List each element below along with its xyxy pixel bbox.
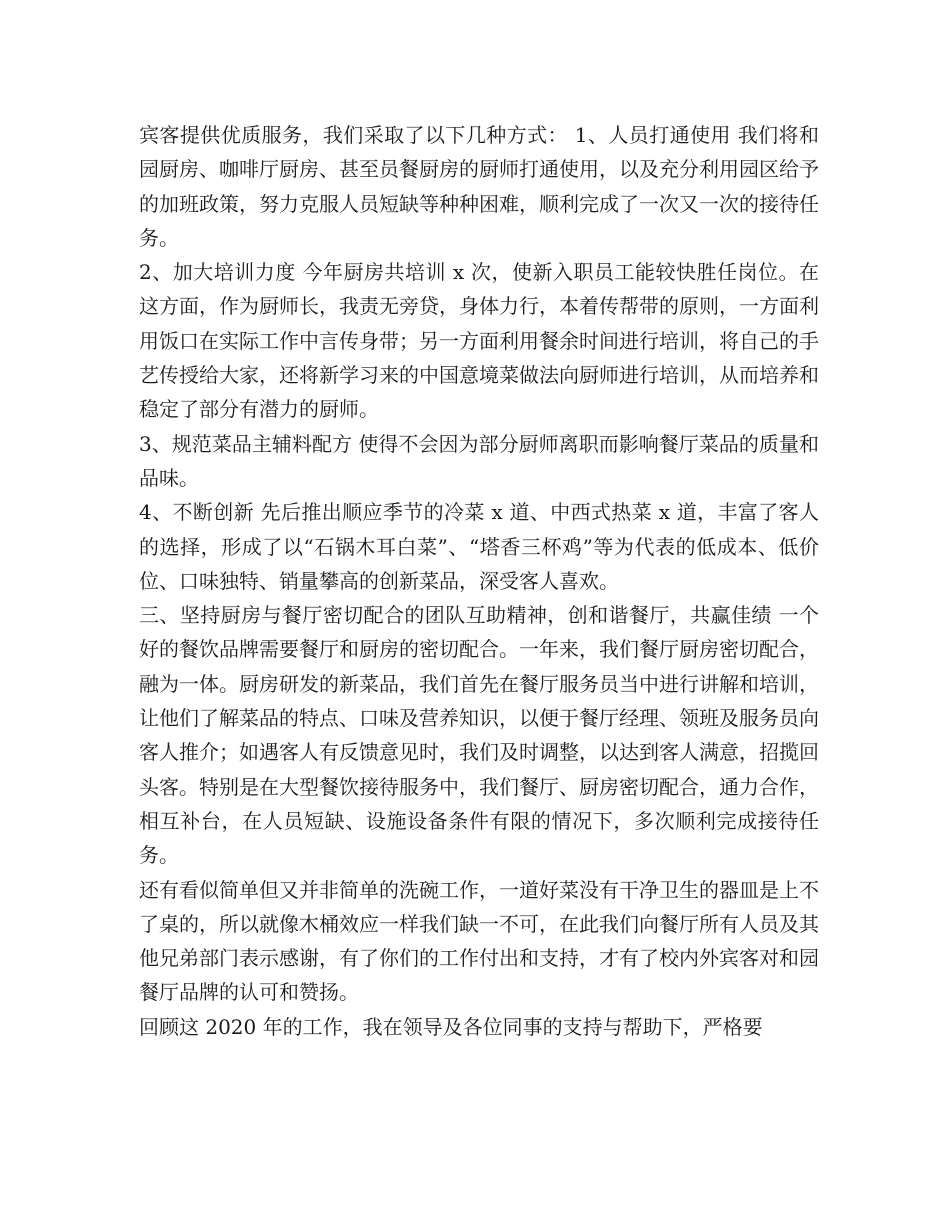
paragraph-review: 回顾这 2020 年的工作，我在领导及各位同事的支持与帮助下，严格要 xyxy=(139,1014,763,1039)
paragraph-innovation: 4、不断创新 先后推出顺应季节的冷菜 x 道、中西式热菜 x 道，丰富了客人的选择，形成了以“石锅木耳白菜”、“塔香三杯鸡”等为代表的低成本、低价位、口味独特、销量攀高的创新菜品，深受客人喜欢。 xyxy=(139,500,819,593)
document-body xyxy=(139,118,819,1044)
paragraph-recipe-standards: 3、规范菜品主辅料配方 使得不会因为部分厨师离职而影响餐厅菜品的质量和品味。 xyxy=(139,431,819,490)
paragraph-dishwashing: 还有看似简单但又并非简单的洗碗工作，一道好菜没有干净卫生的器皿是上不了桌的，所以就像木桶效应一样我们缺一不可，在此我们向餐厅所有人员及其他兄弟部门表示感谢，有了你们的工作付出和支持，才有了校内外宾客对和园餐厅品牌的认可和赞扬。 xyxy=(139,877,819,1005)
paragraph-training: 2、加大培训力度 今年厨房共培训 x 次，使新入职员工能较快胜任岗位。在这方面，作为厨师长，我责无旁贷，身体力行，本着传帮带的原则，一方面利用饭口在实际工作中言传身带；另一方面利用餐余时间进行培训，将自己的手艺传授给大家，还将新学习来的中国意境菜做法向厨师进行培训，从而培养和稳定了部分有潜力的厨师。 xyxy=(139,260,819,422)
paragraph-teamwork: 三、坚持厨房与餐厅密切配合的团队互助精神，创和谐餐厅，共赢佳绩 一个好的餐饮品牌需要餐厅和厨房的密切配合。一年来，我们餐厅厨房密切配合，融为一体。厨房研发的新菜品，我们首先在餐厅服务员当中进行讲解和培训，让他们了解菜品的特点、口味及营养知识，以便于餐厅经理、领班及服务员向客人推介；如遇客人有反馈意见时，我们及时调整，以达到客人满意，招揽回头客。特别是在大型餐饮接待服务中，我们餐厅、厨房密切配合，通力合作，相互补台，在人员短缺、设施设备条件有限的情况下，多次顺利完成接待任务。 xyxy=(139,603,819,868)
paragraph-staff-sharing: 宾客提供优质服务，我们采取了以下几种方式： 1、人员打通使用 我们将和园厨房、咖啡厅厨房、甚至员餐厨房的厨师打通使用，以及充分利用园区给予的加班政策，努力克服人员短缺等种种困难，顺利完成了一次又一次的接待任务。 xyxy=(139,123,819,250)
